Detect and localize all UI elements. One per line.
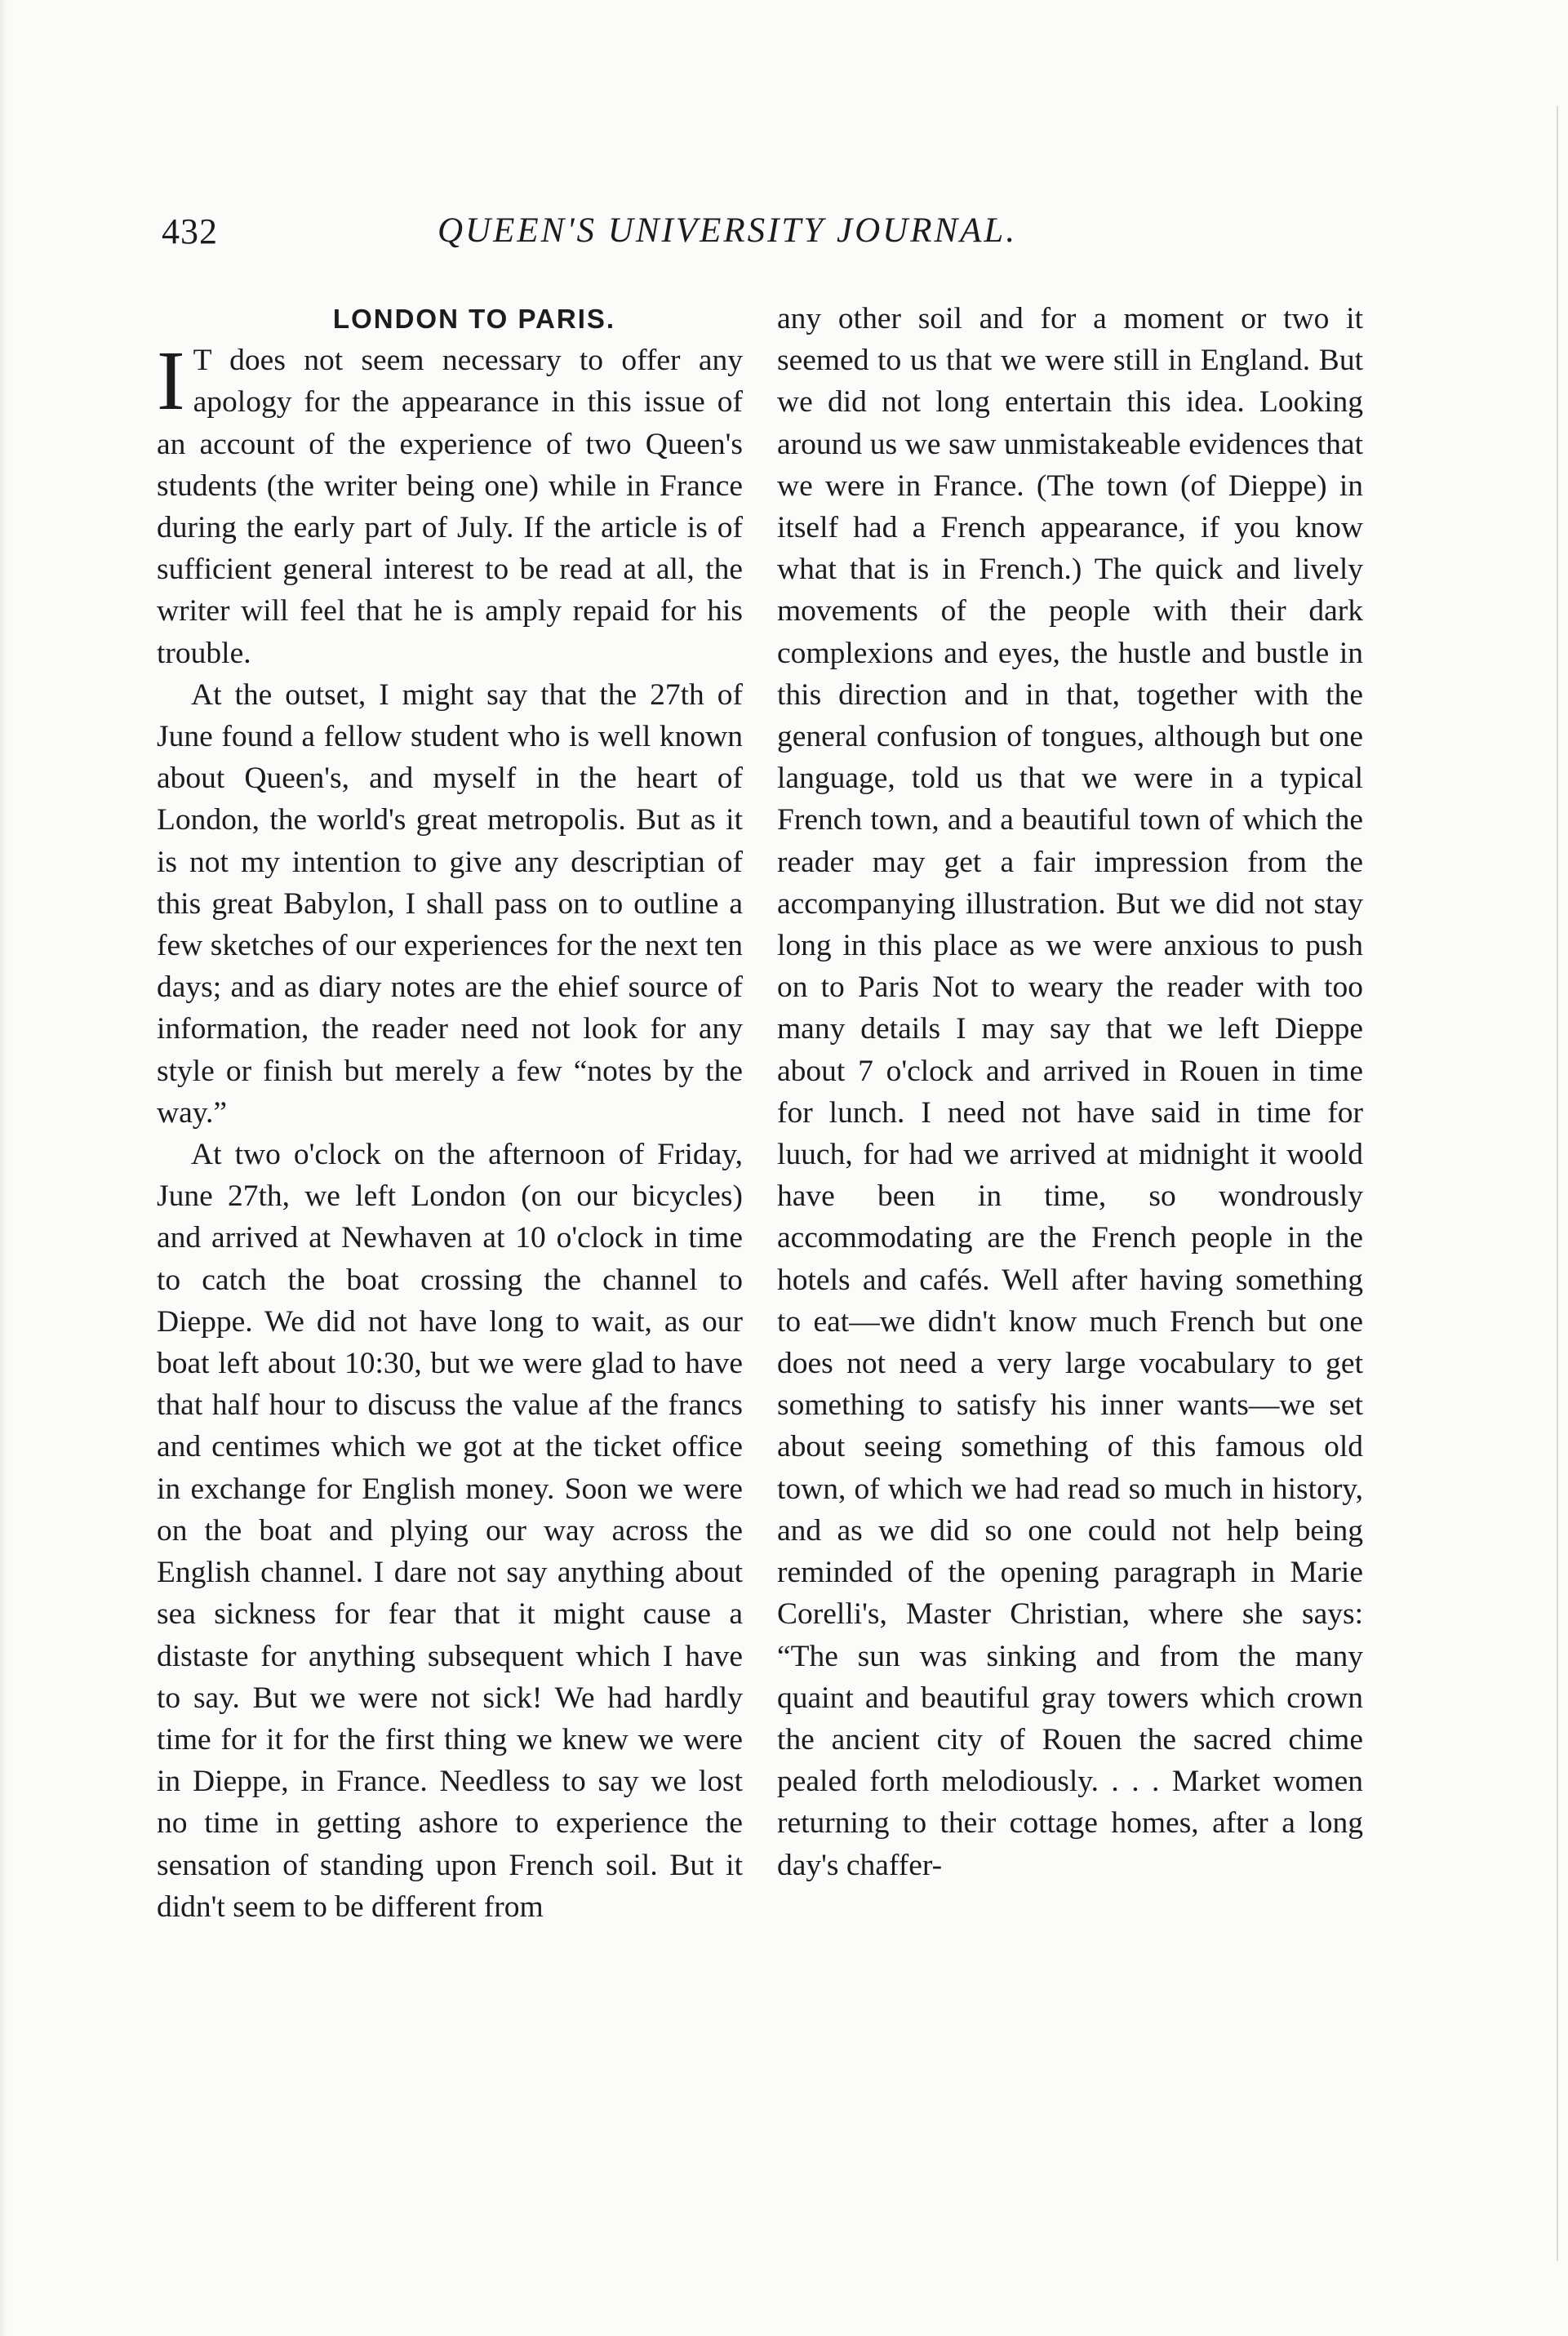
paragraph-intro [157, 334, 743, 674]
paragraph-outset: At the outset, I might say that the 27th of June found a fellow student who is well known about Queen's, and myself in the heart of London, the world's great metropolis. But as it is not my intention to give any descriptian of this great Babylon, I shall pass on to outline a few sketches of our experiences for the next ten days; and as diary notes are the ehief source of information, the reader need not look for any style or finish but merely a few “notes by the way.” [157, 677, 743, 1130]
right-column [777, 298, 1363, 1886]
journal-title: QUEEN'S UNIVERSITY JOURNAL. [438, 211, 1018, 250]
drop-cap: I [157, 334, 185, 429]
page-edge-line [1557, 106, 1558, 2261]
paragraph-intro-text: T does not seem necessary to offer any apology for the appearance in this issue of an account of the experience of two Queen's students (the writer being one) while in France during the early part of July. If the article is of sufficient general interest to be read at all, the writer will feel that he is amply repaid for his trouble. [157, 344, 743, 670]
paragraph-dieppe-rouen: any other soil and for a moment or two it seemed to us that we were still in England. But we did not long entertain this idea. Looking around us we saw unmistakeable evidences that we were in France. (The town (of Dieppe) in itself had a French appearance, if you know what that is in French.) The quick and lively movements of the people with their dark complexions and eyes, the hustle and bustle in this direction and in that, together with the general confusion of tongues, although but one language, told us that we were in a typical French town, and a beautiful town of which the reader may get a fair impression from the accompanying illustration. But we did not stay long in this place as we were anxious to push on to Paris Not to weary the reader with too many details I may say that we left Dieppe about 7 o'clock and arrived in Rouen in time for lunch. I need not have said in time for luuch, for had we arrived at midnight it woold have been in time, so wondrously accommodating are the French people in the hotels and cafés. Well after having something to eat—we didn't know much French but one does not need a very large vocabulary to get something to satisfy his inner wants—we set about seeing something of this famous old town, of which we had read so much in history, and as we did so one could not help being reminded of the opening paragraph in Marie Corelli's, Master Christian, where she says: “The sun was sinking and from the many quaint and beautiful gray towers which crown the ancient city of Rouen the sacred chime pealed forth melodiously. . . . Market women returning to their cottage homes, after a long day's chaffer- [777, 302, 1363, 1882]
paragraph-departure: At two o'clock on the afternoon of Friday, June 27th, we left London (on our bicycles) and arrived at Newhaven at 10 o'clock in time to catch the boat crossing the channel to Dieppe. We did not have long to wait, as our boat left about 10:30, but we were glad to have that half hour to discuss the value af the francs and centimes which we got at the ticket office in exchange for English money. Soon we were on the boat and plying our way across the English channel. I dare not say anything about sea sickness for fear that it might cause a distaste for anything subsequent which I have to say. But we were not sick! We had hardly time for it for the first thing we knew we were in Dieppe, in France. Needless to say we lost no time in getting ashore to experience the sensation of standing upon French soil. But it didn't seem to be different from [157, 1138, 743, 1924]
page-number: 432 [162, 211, 218, 251]
page-edge-shadow [0, 0, 8, 2336]
article-title: LONDON TO PARIS. [332, 304, 616, 334]
page-header [162, 211, 1084, 260]
left-column [157, 298, 743, 1928]
